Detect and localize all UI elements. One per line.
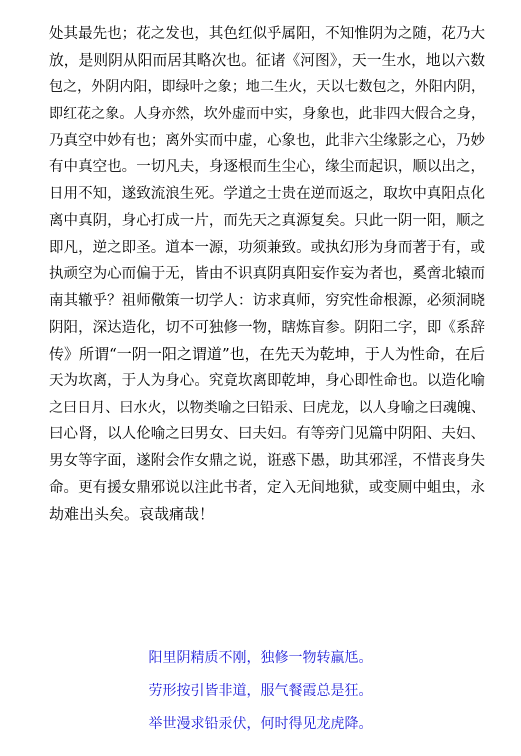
paragraph-line: 乃真空中妙有也；离外实而中虚，心象也，此非六尘缘影之心，乃妙: [49, 132, 485, 149]
poem-verses: [0, 642, 521, 741]
paragraph-line: 劫难出头矣。哀哉痛哉！: [49, 505, 215, 524]
paragraph-line: 放，是则阴从阳而居其略次也。征诸《河图》，天一生水，地以六数: [49, 51, 485, 69]
paragraph-line: 即红花之象。人身亦然，坎外虚而中实，身象也，此非四大假合之身，: [49, 106, 485, 123]
paragraph-line: 阴阳，深达造化，切不可独修一物，瞎炼盲参。阴阳二字，即《系辞: [49, 319, 485, 336]
verse-line: 劳形按引皆非道，服气餐霞总是狂。: [148, 683, 373, 699]
commentary-paragraph: [49, 21, 485, 528]
paragraph-line: 天为坎离，于人为身心。究竟坎离即乾坤，身心即性命也。以造化喻: [49, 372, 485, 389]
paragraph-line: 离中真阴，身心打成一片，而先天之真源复矣。只此一阴一阳，顺之: [49, 212, 485, 229]
paragraph-line: 曰心肾，以人伦喻之曰男女、曰夫妇。有等旁门见篇中阴阳、夫妇、: [49, 426, 485, 443]
paragraph-line: 即凡，逆之即圣。道本一源，功须兼致。或执幻形为身而著于有，或: [49, 239, 485, 256]
paragraph-line: 之曰日月、曰水火，以物类喻之曰铅汞、曰虎龙，以人身喻之曰魂魄、: [49, 399, 485, 416]
paragraph-line: 男女等字面，遂附会作女鼎之说，诳惑下愚，助其邪淫，不惜丧身失: [49, 453, 485, 469]
paragraph-line: 命。更有援女鼎邪说以注此书者，定入无间地狱，或变厕中蛆虫，永: [49, 479, 485, 496]
paragraph-line: 传》所谓“一阴一阳之谓道”也，在先天为乾坤，于人为性命，在后: [49, 345, 485, 364]
paragraph-line: 处其最先也；花之发也，其色红似乎属阳，不知惟阴为之随，花乃大: [49, 26, 485, 42]
paragraph-line: 日用不知，遂致流浪生死。学道之士贵在逆而返之，取坎中真阳点化: [49, 186, 485, 203]
paragraph-line: 包之，外阴内阳，即绿叶之象；地二生火，天以七数包之，外阳内阴，: [49, 79, 485, 96]
paragraph-line: 有中真空也。一切凡夫，身逐根而生尘心，缘尘而起识，顺以出之，: [49, 159, 485, 176]
verse-line: 阳里阴精质不刚，独修一物转羸尪。: [148, 650, 373, 666]
paragraph-line: 执顽空为心而偏于无，皆由不识真阴真阳妄作妄为者也，奚啻北辕而: [49, 266, 485, 283]
verse-line: 举世漫求铅汞伏，何时得见龙虎降。: [148, 716, 373, 732]
paragraph-line: 南其辙乎？祖师儆策一切学人：访求真师，穷究性命根源，必须洞晓: [49, 292, 485, 309]
